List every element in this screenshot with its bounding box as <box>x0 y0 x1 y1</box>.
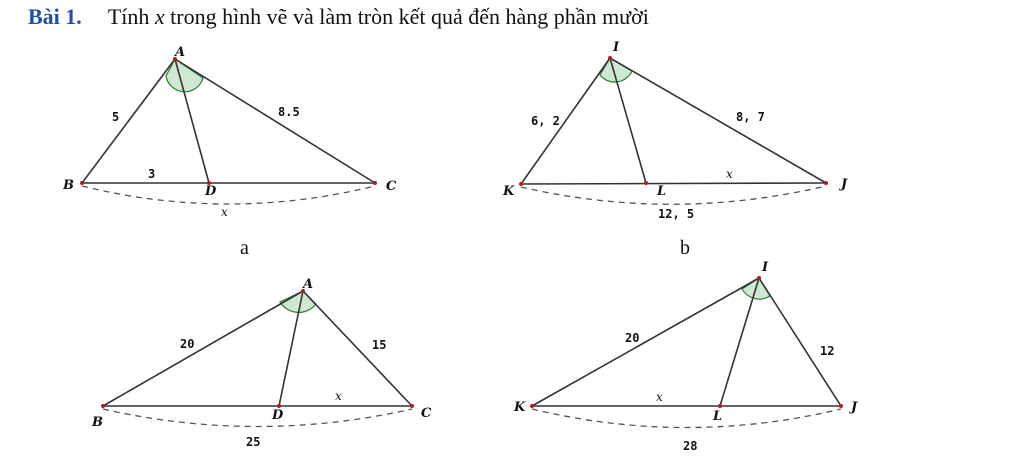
point-i <box>608 56 612 60</box>
side-kj <box>521 183 826 184</box>
side-ij <box>610 58 826 183</box>
vertex-label-a: A <box>303 277 314 292</box>
caption-a: a <box>240 237 249 259</box>
label-side-ab: 20 <box>180 337 195 351</box>
figure-b <box>502 40 848 259</box>
label-side-ac: 15 <box>372 338 387 352</box>
point-i <box>757 276 761 280</box>
label-side-ik: 6, 2 <box>531 114 560 128</box>
label-x: x <box>335 389 342 403</box>
vertex-label-k: K <box>503 184 515 199</box>
point-b <box>80 181 84 185</box>
point-k <box>530 404 534 408</box>
label-base-bc: 25 <box>246 435 261 449</box>
vertex-label-d: D <box>205 184 217 199</box>
caption-b: b <box>680 237 690 259</box>
point-b <box>101 404 105 408</box>
brace-arc-base <box>103 409 412 427</box>
vertex-label-b: B <box>63 178 74 193</box>
vertex-label-c: C <box>386 179 397 194</box>
side-ij <box>759 278 841 406</box>
label-side-ij: 8, 7 <box>736 110 765 124</box>
label-x: x <box>221 205 228 219</box>
label-side-ab: 5 <box>112 110 120 124</box>
point-j <box>839 404 843 408</box>
vertex-label-k: K <box>514 400 526 415</box>
label-base-kj: 12, 5 <box>658 207 695 221</box>
label-segment-bd: 3 <box>148 167 156 181</box>
side-ac <box>175 59 375 183</box>
vertex-label-l: L <box>657 184 667 199</box>
point-c <box>410 404 414 408</box>
vertex-label-l: L <box>713 409 723 424</box>
figure-a <box>62 45 397 259</box>
vertex-label-b: B <box>92 415 103 430</box>
exercise-text-before: Tính <box>107 4 150 29</box>
label-x: x <box>726 167 733 181</box>
figure-c <box>91 277 432 449</box>
brace-arc-base <box>521 186 826 204</box>
point-l <box>644 181 648 185</box>
side-ac <box>303 291 412 406</box>
label-x: x <box>656 390 663 404</box>
exercise-number: Bài 1. <box>28 4 82 29</box>
vertex-label-i: I <box>762 260 769 275</box>
exercise-variable: x <box>154 4 165 29</box>
label-base-kj: 28 <box>683 439 698 453</box>
brace-arc-x <box>82 186 375 204</box>
vertex-label-c: C <box>421 406 432 421</box>
point-l <box>718 404 722 408</box>
vertex-label-j: J <box>851 400 858 415</box>
point-c <box>373 181 377 185</box>
vertex-label-i: I <box>613 40 620 55</box>
side-ik <box>532 278 759 406</box>
side-ab <box>103 291 303 406</box>
vertex-label-d: D <box>272 408 284 423</box>
point-k <box>519 182 523 186</box>
label-side-ij: 12 <box>820 344 835 358</box>
label-side-ac: 8.5 <box>278 105 300 119</box>
vertex-label-a: A <box>175 45 186 60</box>
side-ab <box>82 59 175 183</box>
exercise-text-after: trong hình vẽ và làm tròn kết quả đến hàng phần mười <box>170 4 649 29</box>
vertex-label-j: J <box>841 177 848 192</box>
point-j <box>824 181 828 185</box>
brace-arc-base <box>532 409 841 428</box>
figure-d <box>513 260 858 453</box>
label-side-ik: 20 <box>625 331 640 345</box>
